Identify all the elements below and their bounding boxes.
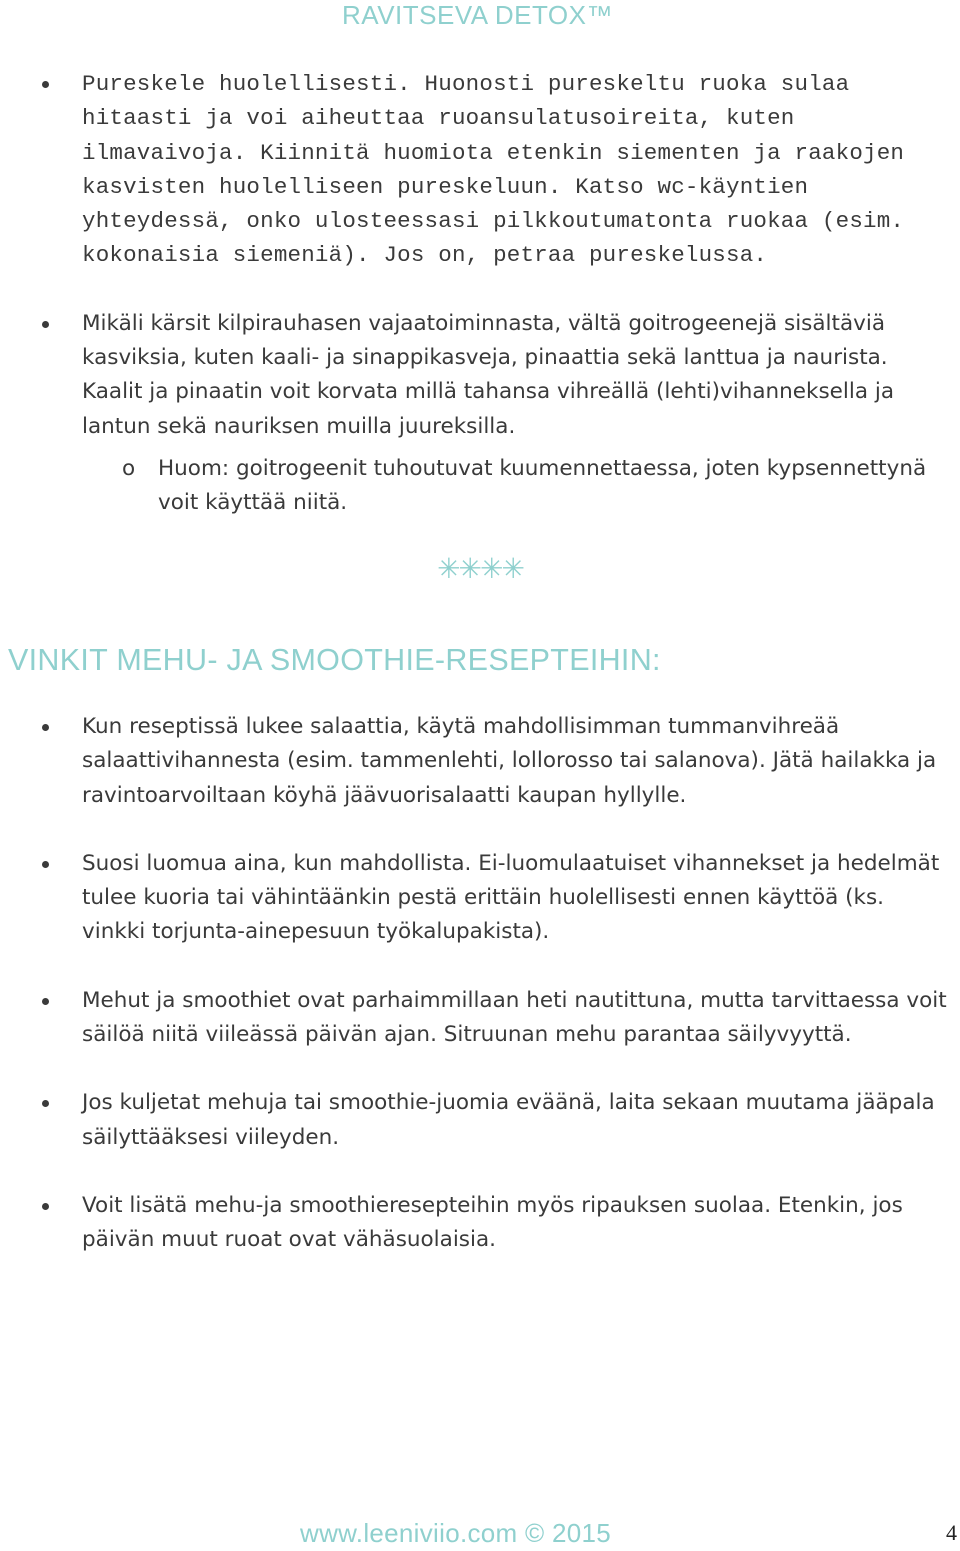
sub-list-item — [0, 452, 952, 521]
document-header: RAVITSEVA DETOX™ — [342, 0, 613, 30]
list-item — [0, 1189, 952, 1258]
sub-bullet-icon: o — [122, 455, 136, 481]
list-item — [0, 307, 952, 521]
bullet-icon — [42, 1203, 49, 1210]
bullet-icon — [42, 321, 49, 328]
footer-copyright: www.leeniviio.com © 2015 — [300, 1518, 612, 1548]
list-item — [0, 984, 952, 1053]
list-item — [0, 710, 952, 813]
list-item-text: Mehut ja smoothiet ovat parhaimmillaan heti nautittuna, mutta tarvittaessa voit säilöä niitä viileässä päivän ajan. Sitruunan mehu parantaa säilyvyyttä. — [82, 987, 947, 1048]
bullet-icon — [42, 1100, 49, 1107]
list-item-text: Pureskele huolellisesti. Huonosti pureskeltu ruoka sulaa hitaasti ja voi aiheuttaa ruoansulatusoireita, kuten ilmavaivoja. Kiinnitä huomiota etenkin siementen ja raakojen kasvisten huolelliseen pureskeluun. Katso wc-käyntien yhteydessä, onko ulosteessasi pilkkoutumatonta ruokaa (esim. kokonaisia siemeniä). Jos on, petraa pureskelussa. — [82, 71, 905, 269]
bullet-icon — [42, 724, 49, 731]
divider-stars: ✳✳✳✳ — [437, 552, 523, 585]
sub-list-item-text: Huom: goitrogeenit tuhoutuvat kuumennettaessa, joten kypsennettynä voit käyttää niitä. — [158, 455, 927, 516]
list-item — [0, 67, 952, 273]
list-item — [0, 847, 952, 950]
juice-tips-list — [0, 710, 952, 1258]
list-item-text: Jos kuljetat mehuja tai smoothie-juomia eväänä, laita sekaan muutama jääpala säilyttääksesi viileyden. — [82, 1090, 935, 1150]
page-number: 4 — [946, 1520, 957, 1545]
bullet-icon — [42, 861, 49, 868]
tips-list — [0, 67, 952, 521]
list-item-text: Mikäli kärsit kilpirauhasen vajaatoiminnasta, vältä goitrogeenejä sisältäviä kasviksia, kuten kaali- ja sinappikasveja, pinaattia sekä lanttua ja naurista. Kaalit ja pinaatin voit korvata millä tahansa vihreällä (lehti)vihanneksella ja lantun sekä nauriksen muilla juureksilla. — [82, 310, 894, 439]
list-item — [0, 1086, 952, 1155]
section-title: VINKIT MEHU- JA SMOOTHIE-RESEPTEIHIN: — [8, 643, 661, 677]
bullet-icon — [42, 81, 49, 88]
list-item-text: Kun reseptissä lukee salaattia, käytä mahdollisimman tummanvihreää salaattivihannesta (esim. tammenlehti, lollorosso tai salanova). Jätä hailakka ja ravintoarvoiltaan köyhä jäävuorisalaatti kaupan hyllylle. — [82, 714, 937, 808]
bullet-icon — [42, 998, 49, 1005]
list-item-text: Suosi luomua aina, kun mahdollista. Ei-luomulaatuiset vihannekset ja hedelmät tulee kuoria tai vähintäänkin pestä erittäin huolellisesti ennen käyttöä (ks. vinkki torjunta-ainepesuun työkalupakista). — [82, 850, 940, 945]
list-item-text: Voit lisätä mehu-ja smoothieresepteihin myös ripauksen suolaa. Etenkin, jos päivän muut ruoat ovat vähäsuolaisia. — [82, 1192, 903, 1253]
